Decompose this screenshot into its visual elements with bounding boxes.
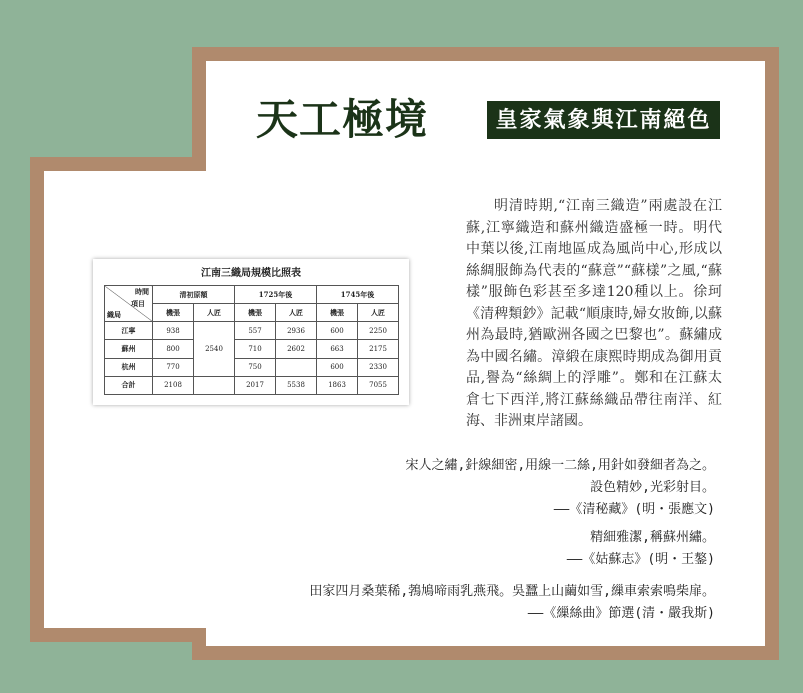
column-header: 機張 bbox=[235, 304, 276, 322]
table-cell: 5538 bbox=[276, 376, 317, 394]
page-title: 天工極境 bbox=[256, 95, 429, 144]
table-cell: 2330 bbox=[358, 358, 399, 376]
table-cell: 2602 bbox=[276, 340, 317, 358]
quote-source: ——《繅絲曲》節選(清・嚴我斯) bbox=[527, 606, 715, 621]
table-cell: 750 bbox=[235, 358, 276, 376]
silk-bureau-table bbox=[104, 285, 399, 395]
row-label: 合計 bbox=[105, 376, 153, 394]
table-cell: 2017 bbox=[235, 376, 276, 394]
table-row bbox=[105, 322, 399, 340]
table-row bbox=[105, 358, 399, 376]
table-cell: 770 bbox=[153, 358, 194, 376]
quote-line: 設色精妙,光彩射目。 bbox=[590, 480, 715, 495]
column-header: 機張 bbox=[317, 304, 358, 322]
table-cell: 663 bbox=[317, 340, 358, 358]
corner-label-item: 項目 bbox=[131, 299, 145, 308]
quote-source: ——《姑蘇志》(明・王鏊) bbox=[566, 552, 715, 567]
quote-block bbox=[567, 527, 715, 571]
table-cell: 1863 bbox=[317, 376, 358, 394]
table-cell: 557 bbox=[235, 322, 276, 340]
row-label: 杭州 bbox=[105, 358, 153, 376]
table-cell: 2250 bbox=[358, 322, 399, 340]
table-cell bbox=[276, 358, 317, 376]
period-header: 1745年後 bbox=[317, 286, 399, 304]
period-header: 清初原額 bbox=[153, 286, 235, 304]
table-corner-cell bbox=[105, 286, 153, 322]
table-row bbox=[105, 376, 399, 394]
page-subtitle: 皇家氣象與江南絕色 bbox=[487, 101, 720, 139]
quote-source: ——《清秘藏》(明・張應文) bbox=[553, 502, 715, 517]
table-cell: 2175 bbox=[358, 340, 399, 358]
table-cell: 600 bbox=[317, 322, 358, 340]
table-cell bbox=[194, 376, 235, 394]
table-row bbox=[105, 340, 399, 358]
table-cell: 2108 bbox=[153, 376, 194, 394]
corner-label-bureau: 織局 bbox=[107, 310, 121, 320]
quote-line: 精細雅潔,稱蘇州繡。 bbox=[590, 530, 715, 545]
quote-block bbox=[309, 581, 715, 625]
table-cell: 2936 bbox=[276, 322, 317, 340]
table-cell: 800 bbox=[153, 340, 194, 358]
intro-paragraph: 明清時期,“江南三織造”兩處設在江蘇,江寧織造和蘇州織造盛極一時。明代中葉以後,江南地區成為風尚中心,形成以絲綢服飾為代表的“蘇意”“蘇樣”之風,“蘇樣”服飾色彩甚至多達120種以上。徐珂《清稗類鈔》記載“順康時,婦女妝飾,以蘇州為最時,猶歐洲各國之巴黎也”。蘇繡成為中國名繡。漳緞在康熙時期成為御用貢品,譽為“絲綢上的浮雕”。鄭和在江蘇太倉七下西洋,將江蘇絲織品帶往南洋、紅海、非洲東岸諸國。 bbox=[466, 198, 722, 429]
column-header: 人匠 bbox=[358, 304, 399, 322]
table-cell: 710 bbox=[235, 340, 276, 358]
column-header: 機張 bbox=[153, 304, 194, 322]
corner-label-time: 時間 bbox=[135, 287, 149, 296]
quote-line: 田家四月桑葉稀,鵓鳩啼雨乳燕飛。吳蠶上山繭如雪,繅車索索鳴柴扉。 bbox=[309, 584, 715, 599]
quote-line: 宋人之繡,針線細密,用線一二絲,用針如發細者為之。 bbox=[405, 458, 715, 473]
silk-bureau-table-card bbox=[93, 259, 409, 405]
column-header: 人匠 bbox=[194, 304, 235, 322]
row-label: 蘇州 bbox=[105, 340, 153, 358]
quote-block bbox=[406, 455, 715, 521]
table-cell: 600 bbox=[317, 358, 358, 376]
table-cell: 7055 bbox=[358, 376, 399, 394]
period-header: 1725年後 bbox=[235, 286, 317, 304]
table-caption: 江南三織局規模比照表 bbox=[201, 268, 301, 279]
table-cell: 938 bbox=[153, 322, 194, 340]
merged-artisans-cell: 2540 bbox=[194, 322, 235, 376]
row-label: 江寧 bbox=[105, 322, 153, 340]
table-header-row bbox=[105, 286, 399, 304]
column-header: 人匠 bbox=[276, 304, 317, 322]
